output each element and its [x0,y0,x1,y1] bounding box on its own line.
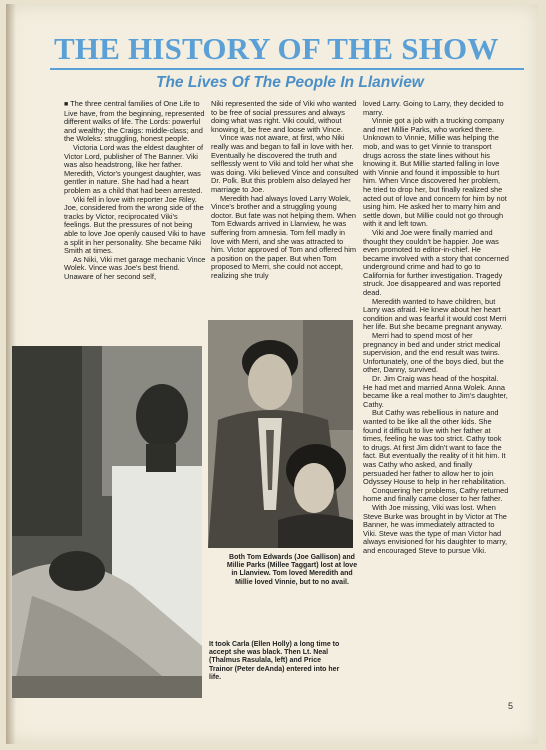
paragraph: With Joe missing, Viki was lost. When Steve Burke was brought in by Victor at The Banner, he was immediately attracted to Viki. Steve was the type of man Victor had always envisioned for his daughter to marry, and encouraged Steve to pursue Viki. [363,502,508,555]
caption-carla: It took Carla (Ellen Holly) a long time to accept she was black. Then Lt. Neal (Thalmus Rasulala, left) and Price Trainor (Peter deAnda) entered into her life. [209,641,340,681]
text-column-3 [363,100,509,555]
title-rule [50,68,524,70]
paragraph: Merri had to spend most of her pregnancy in bed and under strict medical supervision, and the end result was twins. Unfortunately, one of the boys died, but the other, Danny, survived. [363,331,504,375]
paragraph: Vinnie got a job with a trucking company and met Millie Parks, who worked there. Unknown to Vinnie, Millie was helping the mob, and was to get Vinnie to transport drugs across the state lines without his knowing it. But Millie started falling in love with Vinnie and found it impossible to hurt him. When Vince discovered her problem, he tried to drop her, but finally realized she acted out of love and concern for him by not using him. He asked her to marry him and settle down, but Millie could not go through with it and left town. [363,116,507,229]
text-column-2 [211,100,359,280]
magazine-page [6,4,538,744]
paragraph: Dr. Jim Craig was head of the hospital. He had met and married Anna Wolek. Anna became like a real mother to Jim's daughter, Cathy. [363,374,508,409]
paragraph: Viki and Joe were finally married and thought they couldn't be happier. Joe was even promoted to editor-in-chief. He became involved with a story that concerned underground crime and had to go to California for further investigation. Tragedy struck. Joe disappeared and was reported dead. [363,227,509,298]
bullet-icon: ■ [64,101,69,108]
paragraph: Meredith had always loved Larry Wolek, Vince's brother and a struggling young doctor. But fate was not helping them. When Tom Edwards arrived in Llanview, he was suffering from amnesia. Tom fell madly in love with Merri, and she was attracted to him. Victor approved of Tom and offered him a position on the paper. But when Tom proposed to Merri, she could not accept, realizing she truly [211,193,357,280]
paragraph: Niki represented the side of Viki who wanted to be free of social pressures and always doing what was right. Viki could, without knowing it, be free and loose with Vince. [211,99,357,134]
text-column-1 [64,100,206,281]
paragraph: Meredith wanted to have children, but Larry was afraid. He knew about her heart condition and was fearful it would cost Merri her life. But she became pregnant anyway. [363,296,507,332]
paragraph: loved Larry. Going to Larry, they decided to marry. [363,99,504,117]
paragraph: Viki fell in love with reporter Joe Riley. Joe, considered from the wrong side of the tracks by Victor, reciprocated Viki's feelings. But the pressures of not being able to love Joe openly caused Viki to have a split in her personality. She became Niki Smith at times. [64,194,206,256]
paragraph: Vince was not aware, at first, who Niki really was and began to fall in love with her. Eventually he discovered the truth and selflessly went to Viki and told her what she was doing. Viki believed Vince and consulted Dr. Polk. But this problem also delayed her marriage to Joe. [211,133,359,194]
photo-carla-hospital-scene [12,346,202,698]
article-subtitle: The Lives Of The People In Llanview [156,74,424,91]
photo-illustration [12,346,202,698]
photo-illustration [208,320,353,548]
photo-tom-and-millie [208,320,353,548]
paragraph: Victoria Lord was the eldest daughter of Victor Lord, publisher of The Banner. Viki was also headstrong, like her father. Meredith, Victor's youngest daughter, was gentler in nature. She had had a heart problem as a child that had been arrested. [64,142,204,195]
paragraph: But Cathy was rebellious in nature and wanted to be like all the other kids. She found it difficult to live with her father at times, feeling he was too strict. Cathy took to drugs. At first Jim didn't want to face the fact. But eventually the reality of it hit him. It was Cathy who asked, and finally persuaded her father to allow her to join Odyssey House to help in her rehabilitation. [363,408,506,487]
paragraph: As Niki, Viki met garage mechanic Vince Wolek. Vince was Joe's best friend. Unaware of her second self, [64,254,206,281]
paragraph: ■ The three central families of One Life to Live have, from the beginning, represented different walks of life. The Lords: powerful and wealthy; the Craigs: middle-class; and the Woleks: struggling, honest people. [64,99,205,144]
paragraph: Conquering her problems, Cathy returned home and finally came closer to her father. [363,485,509,504]
caption-tom-and-millie: Both Tom Edwards (Joe Gallison) and Millie Parks (Millee Taggart) lost at love in Llanview. Tom loved Meredith and Millie loved Vinnie, but to no avail. [226,554,358,586]
article-title: THE HISTORY OF THE SHOW [54,31,499,66]
page-number: 5 [508,701,514,711]
